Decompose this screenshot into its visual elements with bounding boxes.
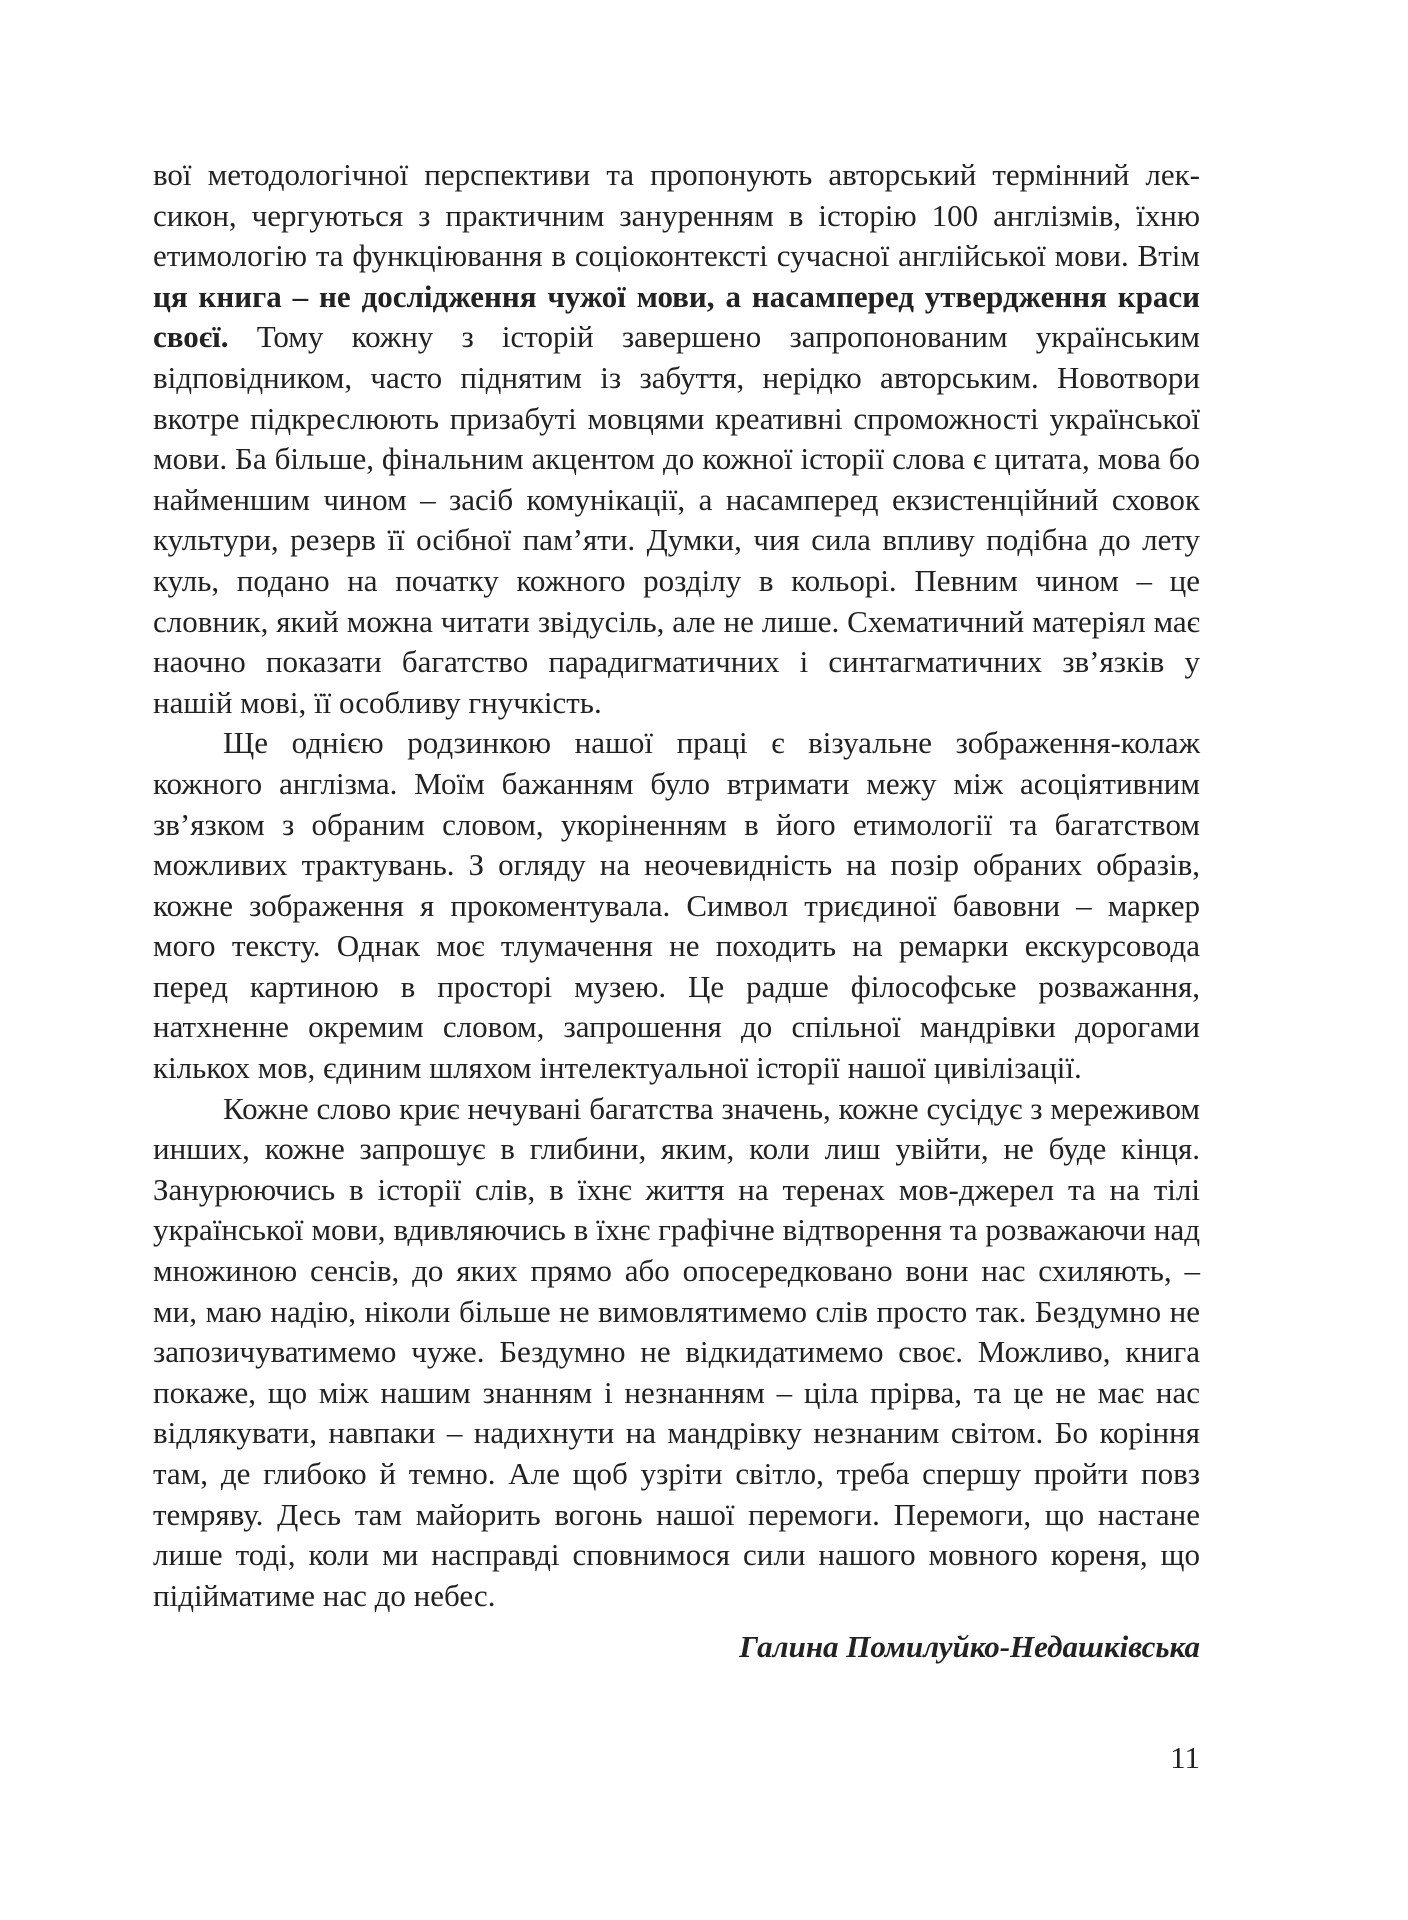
- author-signature: Галина Помилуйко-Недашківська: [739, 1629, 1200, 1664]
- body-text: [153, 155, 1200, 1616]
- paragraph-2: Ще однією родзинкою нашої праці є візуальне зображення-колаж кожного англізма. Моїм бажанням було втримати межу між асоціятивним зв’язком з обраним словом, укоріненням в його етимології та багатством можливих трактувань. З огляду на неочевидність на позір обраних образів, кожне зображення я прокоментувала. Символ триєдиної бавовни – маркер мого тексту. Однак моє тлумачення не походить на ремарки екскурсовода перед картиною в просторі музею. Це радше філософське розважання, натхненне окремим словом, запрошення до спільної мандрівки дорогами кількох мов, єдиним шляхом інтелектуальної історії нашої цивілізації.: [153, 725, 1200, 1086]
- paragraph-3: Кожне слово криє нечувані багатства значень, кожне сусідує з мереживом инших, кожне запрошує в глибини, яким, коли лиш увійти, не буде кінця. Занурюючись в історії слів, в їхнє життя на теренах мов-джерел та на тілі української мови, вдивляючись в їхнє графічне відтворення та розважаючи над множиною сенсів, до яких прямо або опосередковано вони нас схиляють, – ми, маю надію, ніколи більше не вимовлятимемо слів просто так. Бездумно не запозичуватимемо чуже. Бездумно не відкидатимемо своє. Можливо, книга покаже, що між нашим знанням і незнанням – ціла прірва, та це не має нас відлякувати, навпаки – надихнути на мандрівку незнаним світом. Бо коріння там, де глибоко й темно. Але щоб узріти світло, треба спершу пройти повз темряву. Десь там майорить вогонь нашої перемоги. Перемоги, що настане лише тоді, коли ми насправді сповнимося сили нашого мовного кореня, що підійматиме нас до небес.: [153, 1090, 1200, 1613]
- page-number: 11: [1170, 1740, 1200, 1775]
- paragraph-1-end: Тому кожну з історій завершено запропонованим українським відповідником, часто піднятим із забуття, нерідко авторським. Новотвори вкотре підкреслюють призабуті мовцями креативні спроможності української мови. Ба більше, фінальним акцентом до кожної історії слова є цитата, мова бо найменшим чином – засіб комунікації, а насамперед екзистенційний сховок культури, резерв її осібної пам’яти. Думки, чия сила впливу подібна до лету куль, подано на початку кожного розділу в кольорі. Певним чином – це словник, який можна читати звідусіль, але не лише. Схематичний матеріял має наочно показати багатство парадигматичних і синтагматичних зв’язків у нашій мові, її особливу гнучкість.: [153, 319, 1200, 720]
- paragraph-1-start: вої методологічної перспективи та пропонують авторський термінний лексикон, чергуються з практичним зануренням в історію 100 англізмів, їхню етимологію та функціювання в соціоконтексті сучасної англійської мови. Втім: [153, 157, 1200, 274]
- paragraph-1-bold-statement: ця книга – не дослідження чужої мови, а насамперед утвердження краси своєї.: [153, 278, 1200, 355]
- paragraph-1: [153, 155, 1200, 723]
